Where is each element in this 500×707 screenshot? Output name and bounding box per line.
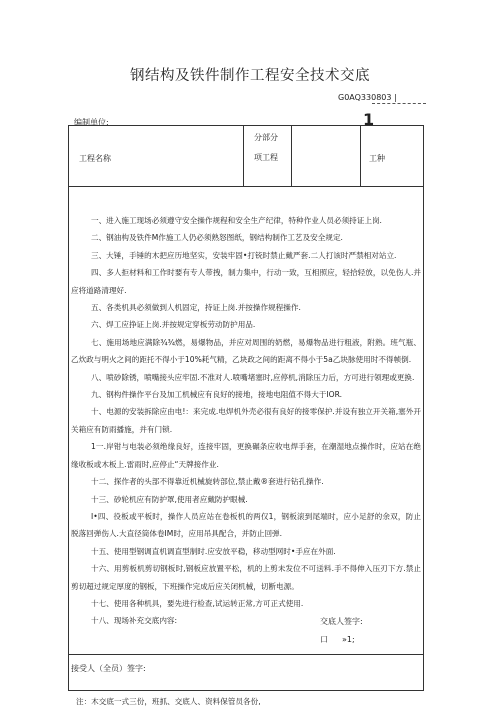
sub-project-label-1: 分部分	[254, 133, 278, 142]
sub-project-label-2: 项工程	[254, 153, 278, 162]
list-item: 九、钢构件操作平台及加工机械应有良好的接地，接地电阻值不得大于IOR.	[91, 390, 343, 400]
unit-label: 编制单位:	[74, 118, 109, 127]
header-row	[69, 126, 423, 187]
list-item: 四、多人拒材料和工作时要有专人带拽，制力集中，行动一致，互相照应，轻拾轻放，以免伤人.并应将道路清理好.	[71, 268, 421, 295]
footnote: 注：木交底一式三份，班抓、交底人、资料保管员各份,	[76, 697, 261, 706]
list-item: 十五、使用型钢调直机调直型制时.应安放平稳，移动型网时•手应在外面.	[91, 546, 336, 556]
list-item: 二、钢油构及铁件M作施工人仍必须熟怒图纸，钢结构制作工艺及安全规定.	[91, 233, 343, 243]
code-underline	[372, 103, 426, 104]
header-divider	[360, 126, 361, 186]
list-item: 十、电源的安装拆除应由电!：来完成.电焊机外壳必很有良好的接零保护.并设有独立开关箱,塞外开关箱应有防雨播施，并有门锁.	[71, 407, 421, 434]
list-item: 一、进入施工现场必须遵守安全操作规程和安全生产纪律，特种作业人员必须持证上岗.	[91, 216, 382, 225]
list-item: I•四、役板或平板时，操作人员应站在卷板机的两仅1，钢板滚到尾端时，应小足舒的余双，防止脱落回弹伤人.大直径筒体卷IM时，应用吊具配合，并防止回弹.	[71, 511, 421, 539]
document-code: G0AQ330803 |	[338, 93, 397, 102]
disclosure-content	[71, 212, 421, 630]
list-item: 八、喷砂除锈，喷嘴接头应牢固.不准对人.喷嘴堵塞时,应停机,消除压力后，方可进行领理或更换.	[91, 372, 415, 382]
receiver-row	[69, 654, 423, 691]
list-item: 十七、使用各种机具，要先进行检查,试运转正常,方可正式使用.	[91, 598, 304, 608]
list-item: 十八、现场补充交底内容:	[91, 616, 178, 626]
signature-date	[320, 634, 355, 645]
list-item: 三、大锤，手锤的木把应历地坚实，安装牢固•打铳时禁止戴严套.二人打该时严禁相对站立.	[91, 250, 397, 260]
list-item: 五、各类机具必须做到人机固定，持证上岗.并按操作规程操作.	[91, 303, 301, 313]
header-divider	[243, 126, 244, 186]
document-code-number: 1	[363, 110, 375, 129]
list-item: 十二、探作者的头部不得靠近机械旋转部位,禁止戴®套进行钻孔操作.	[91, 477, 324, 487]
document-title: 钢结构及铁件制作工程安全技术交底	[130, 68, 370, 84]
date-mark: 口	[320, 635, 328, 644]
work-type-label: 工种	[369, 154, 385, 163]
list-item: 1一.岸钳与电装必须绝缘良好，连接牢固，更换碾条应收电焊手套，在潮湿地点操作时，应站在绝缘收板或木板上.雷雨时,应停止“天牌接作业.	[71, 442, 421, 469]
list-item: 六、焊工应挣证上岗.并按规定穿板劳动防护用品.	[91, 320, 256, 330]
disclosure-form	[68, 125, 424, 691]
date-suffix: »1;	[342, 635, 355, 644]
list-item: 十六、用剪板机剪切钢板时,钢板应放置平松，机的上剪未发位不可送料.手不得伸入压刃下方.禁止剪切超过规定厚度的钢板，下班操作完成后应关闭机械，切断电源。	[71, 564, 421, 591]
list-item: 七、施用场地应满除¾¾燃，易爆物品，并应对周围的奶燃，易爆物品进行粗液，附熟。班气瓶、乙炊政与明火之间的距托不得小于10%耗气精，乙块政之间的距离不得小于5a乙块脉使用时不得帧倒.	[71, 337, 421, 365]
receiver-signature-label: 接受人（全员）签字:	[71, 664, 146, 673]
header-divider	[291, 126, 292, 186]
list-item: 十三、砂轮机应有防护罩,使用者应戴防护眼械.	[91, 494, 248, 504]
project-name-label: 工程名称	[79, 154, 111, 163]
handover-signature-label: 交底人签字:	[320, 617, 363, 626]
